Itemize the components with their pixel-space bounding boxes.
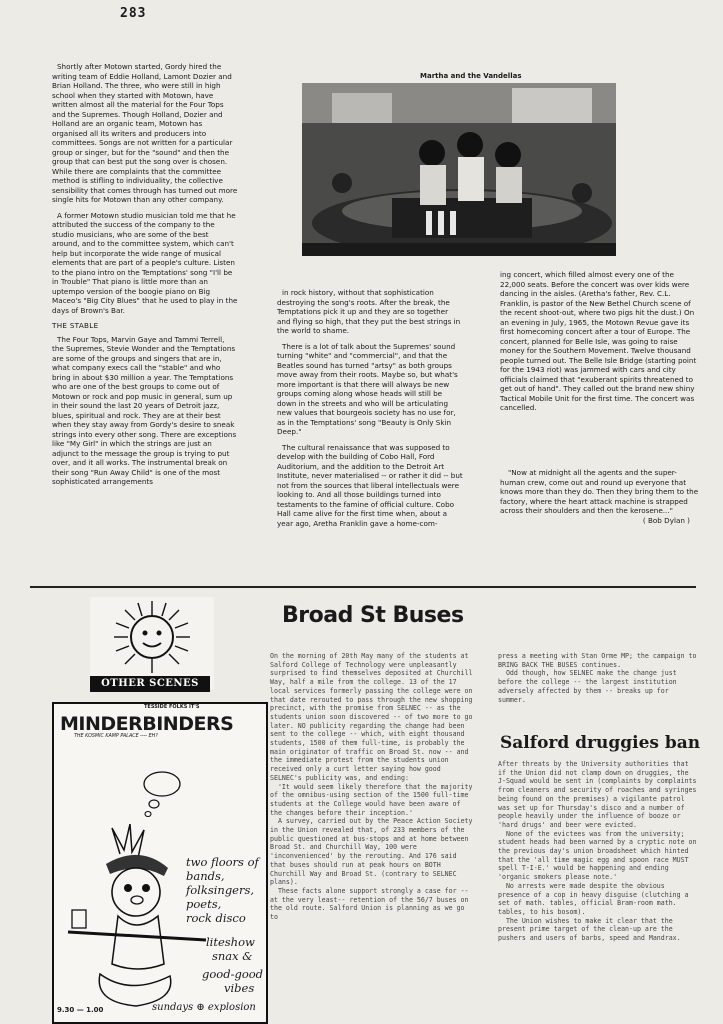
paragraph: The cultural renaissance that was supposed to develop with the building of Cobo Hall, Ford Auditorium, and the addition to the Detroit Art Institute, never materialised -- or rather it did -- but not from the sources that liberal intellectuals were looking to. And all those buildings turned into testaments to the famine of official culture. Cobo Hall came alive for the first time when, about a year ago, Aretha Franklin gave a home-com- — [277, 442, 463, 528]
advert-footer: sundays ⊕ explosion — [152, 1002, 256, 1013]
article-broad-st-buses-column-2: press a meeting with Stan Orme MP; the campaign to BRING BACK THE BUSES continues. Odd though, how SELNEC make the change just before the college -- the largest institution adversely affected by them -- breaks up for summer. — [498, 652, 697, 704]
article-broad-st-buses-column-1: On the morning of 20th May many of the students at Salford College of Technology were unpleasantly surprised to find themselves deposited at Churchill Way, half a mile from the college. 13 of the 17 local services formerly passing the college were on that date rerouted to pass through the new shopping precinct, with the promise from SELNEC -- as the students union soon discovered -- of two more to go later. NO publicity regarding the change had been sent to the college -- which, with eight thousand students, 1500 of them full-time, is probably the main originator of traffic on Broad St. now -- and the immediate protest from the students union received only a curt letter saying how good SELNEC's publicity was, and ending: 'It would seem likely therefore that the majority of the omnibus-using section of the 1500 full-time students at the College would have been aware of the changes before their inception.' A survey, carried out by the Peace Action Society in the Union revealed that, of 233 members of the public questioned at bus-stops and at home between Broad St. and Churchill Way, 100 were 'inconvenienced' by the rerouting. And 176 said that buses should run at peak hours on BOTH Churchill Way and Broad St. (contrary to SELNEC plans). These facts alone support strongly a case for -- at the very least-- retention of the 56/7 buses on the old route. Salford Union is planning as we go to — [270, 652, 473, 922]
advert-tagline: TESSIDE FOLKS IT'S — [144, 704, 200, 710]
advert-line: snax & — [212, 949, 253, 963]
article-column-1 — [52, 62, 238, 493]
paragraph: ing concert, which filled almost every one of the 22,000 seats. Before the concert was over kids were dancing in the aisles. (Aretha's father, Rev. C.L. Franklin, is pastor of the New Bethel Church scene of the recent shoot-out, where two pigs hit the dust.) On an evening in July, 1965, the Motown Revue gave its first homecoming concert after a tour of Europe. The concert, planned for Belle Isle, was going to raise money for the Southern Movement. Twelve thousand people turned out. The Belle Isle Bridge (starting point for the 1943 riot) was jammed with cars and city officials claimed that "exuberant spirits threatened to get out of hand". They called out the brand new shiny Tactical Mobile Unit for the first time. The concert was cancelled. — [500, 270, 697, 412]
advert-hours: 9.30 — 1.00 — [57, 1006, 104, 1014]
paragraph: The Four Tops, Marvin Gaye and Tammi Terrell, the Supremes, Stevie Wonder and the Temptations are some of the groups and singers that are in, what company execs call the "stable" and who bring in about $30 million a year. The Temptations who are one of the best groups to come out of Motown or rock and pop music in general, sum up in their sound the last 20 years of Detroit jazz, blues, spiritual and rock. They are at their best when they stay away from Gordy's desire to sneak strings into every other song. There are exceptions like "My Girl" in which the strings are just an adjunct to the message the group is trying to put over, and it all works. The instrumental break on their song "Run Away Child" is one of the most sophisticated arrangements — [52, 334, 237, 486]
band-photo — [302, 83, 616, 256]
advert-subtitle: THE KOSMIC KAMP PALACE ---- EH? — [74, 734, 158, 739]
headline-broad-st-buses: Broad St Buses — [282, 603, 464, 628]
paragraph: There is a lot of talk about the Supremes' sound turning "white" and "commercial", and that the Beatles sound has turned "artsy" as both groups move away from their roots. Maybe so, but what's more important is that there will always be new groups coming along whose heads will still be down in the streets and who will be articulating new values that bourgeois society has no use for, as in the Temptations' song "Beauty is Only Skin Deep." — [277, 341, 458, 436]
section-heading: THE STABLE — [52, 321, 99, 330]
quote-attribution: ( Bob Dylan ) — [642, 515, 690, 525]
dylan-quote — [500, 468, 700, 525]
article-column-3 — [500, 270, 700, 419]
advert-line: vibes — [224, 981, 255, 995]
quote-text: "Now at midnight all the agents and the super-human crew, come out and round up everyone that knows more than they do. Then they bring them to the factory, where the heart attack machine is strapped across their shoulders and then the kerosene..." — [500, 468, 699, 515]
advert-line: two floors of — [186, 855, 259, 869]
paragraph: Shortly after Motown started, Gordy hired the writing team of Eddie Holland, Lamont Dozier and Brian Holland. The three, who were still in high school when they started with Motown, have written almost all the material for the Four Tops and the Supremes. Though Holland, Dozier and Holland are an organic team, Motown has organised all its writers and producers into committees. Songs are not written for a particular group or singer, but for the "sound" and then the group that can best put the song over is chosen. While there are complaints that the committee method is stifling to individuality, the collective sensibility that comes through has turned out more single hits for Motown than any other company. — [52, 62, 238, 204]
photo-caption: Martha and the Vandellas — [420, 72, 522, 80]
minderbinders-advert — [52, 702, 268, 1024]
advert-line: bands, — [186, 869, 225, 883]
advert-line: folksingers, — [186, 883, 255, 897]
section-divider — [30, 586, 696, 588]
other-scenes-label: OTHER SCENES — [90, 676, 210, 692]
advert-line: good-good — [202, 967, 264, 981]
page-number: 283 — [120, 6, 147, 21]
advert-line: liteshow — [206, 935, 255, 949]
article-column-2 — [277, 288, 463, 534]
advert-line: rock disco — [186, 911, 246, 925]
headline-salford-druggies-ban: Salford druggies ban — [500, 733, 701, 753]
thought-bubble-icon — [134, 768, 204, 818]
advert-line: poets, — [186, 897, 222, 911]
article-salford-druggies-ban: After threats by the University authorities that if the Union did not clamp down on druggies, the J-Squad would be sent in (complaints by complaints from cleaners and security of roaches and syringes being found on the premises) a vigilante patrol was set up for Thursday's disco and a number of people heavily under the influence of booze or 'hard drugs' and beer were evicted. None of the evictees was from the university; student heads had been warned by a cryptic note on the previous day's union broadsheet which hinted that the 'all time magic egg and spoon race MUST spell T-I-E.' would be happening and ending 'organic smokers please note.' No arrests were made despite the obvious presence of a cop in heavy disguise (clutching a set of math. tables, official Bram-room math. tables, to his bosom). The Union wishes to make it clear that the present prime target of the clean-up are the pushers and users of barbs, speed and Mandrax. — [498, 760, 697, 943]
paragraph: in rock history, without that sophistication destroying the song's roots. After the break, the Temptations pick it up and they are so together and flying so high, that they put the best strings in the world to shame. — [277, 288, 461, 335]
advert-title: MINDERBINDERS — [60, 713, 234, 735]
paragraph: A former Motown studio musician told me that he attributed the success of the company to the studio musicians, who are some of the best around, and to the committee system, which can't help but incorporate the wide range of musical elements that are part of a people's culture. Listen to the piano intro on the Temptations' song "I'll be in Trouble" That piano is little more than an uptempo version of the boogie piano on Big Maceo's "Big City Blues" that he used to play in the days of Brown's Bar. — [52, 210, 238, 315]
